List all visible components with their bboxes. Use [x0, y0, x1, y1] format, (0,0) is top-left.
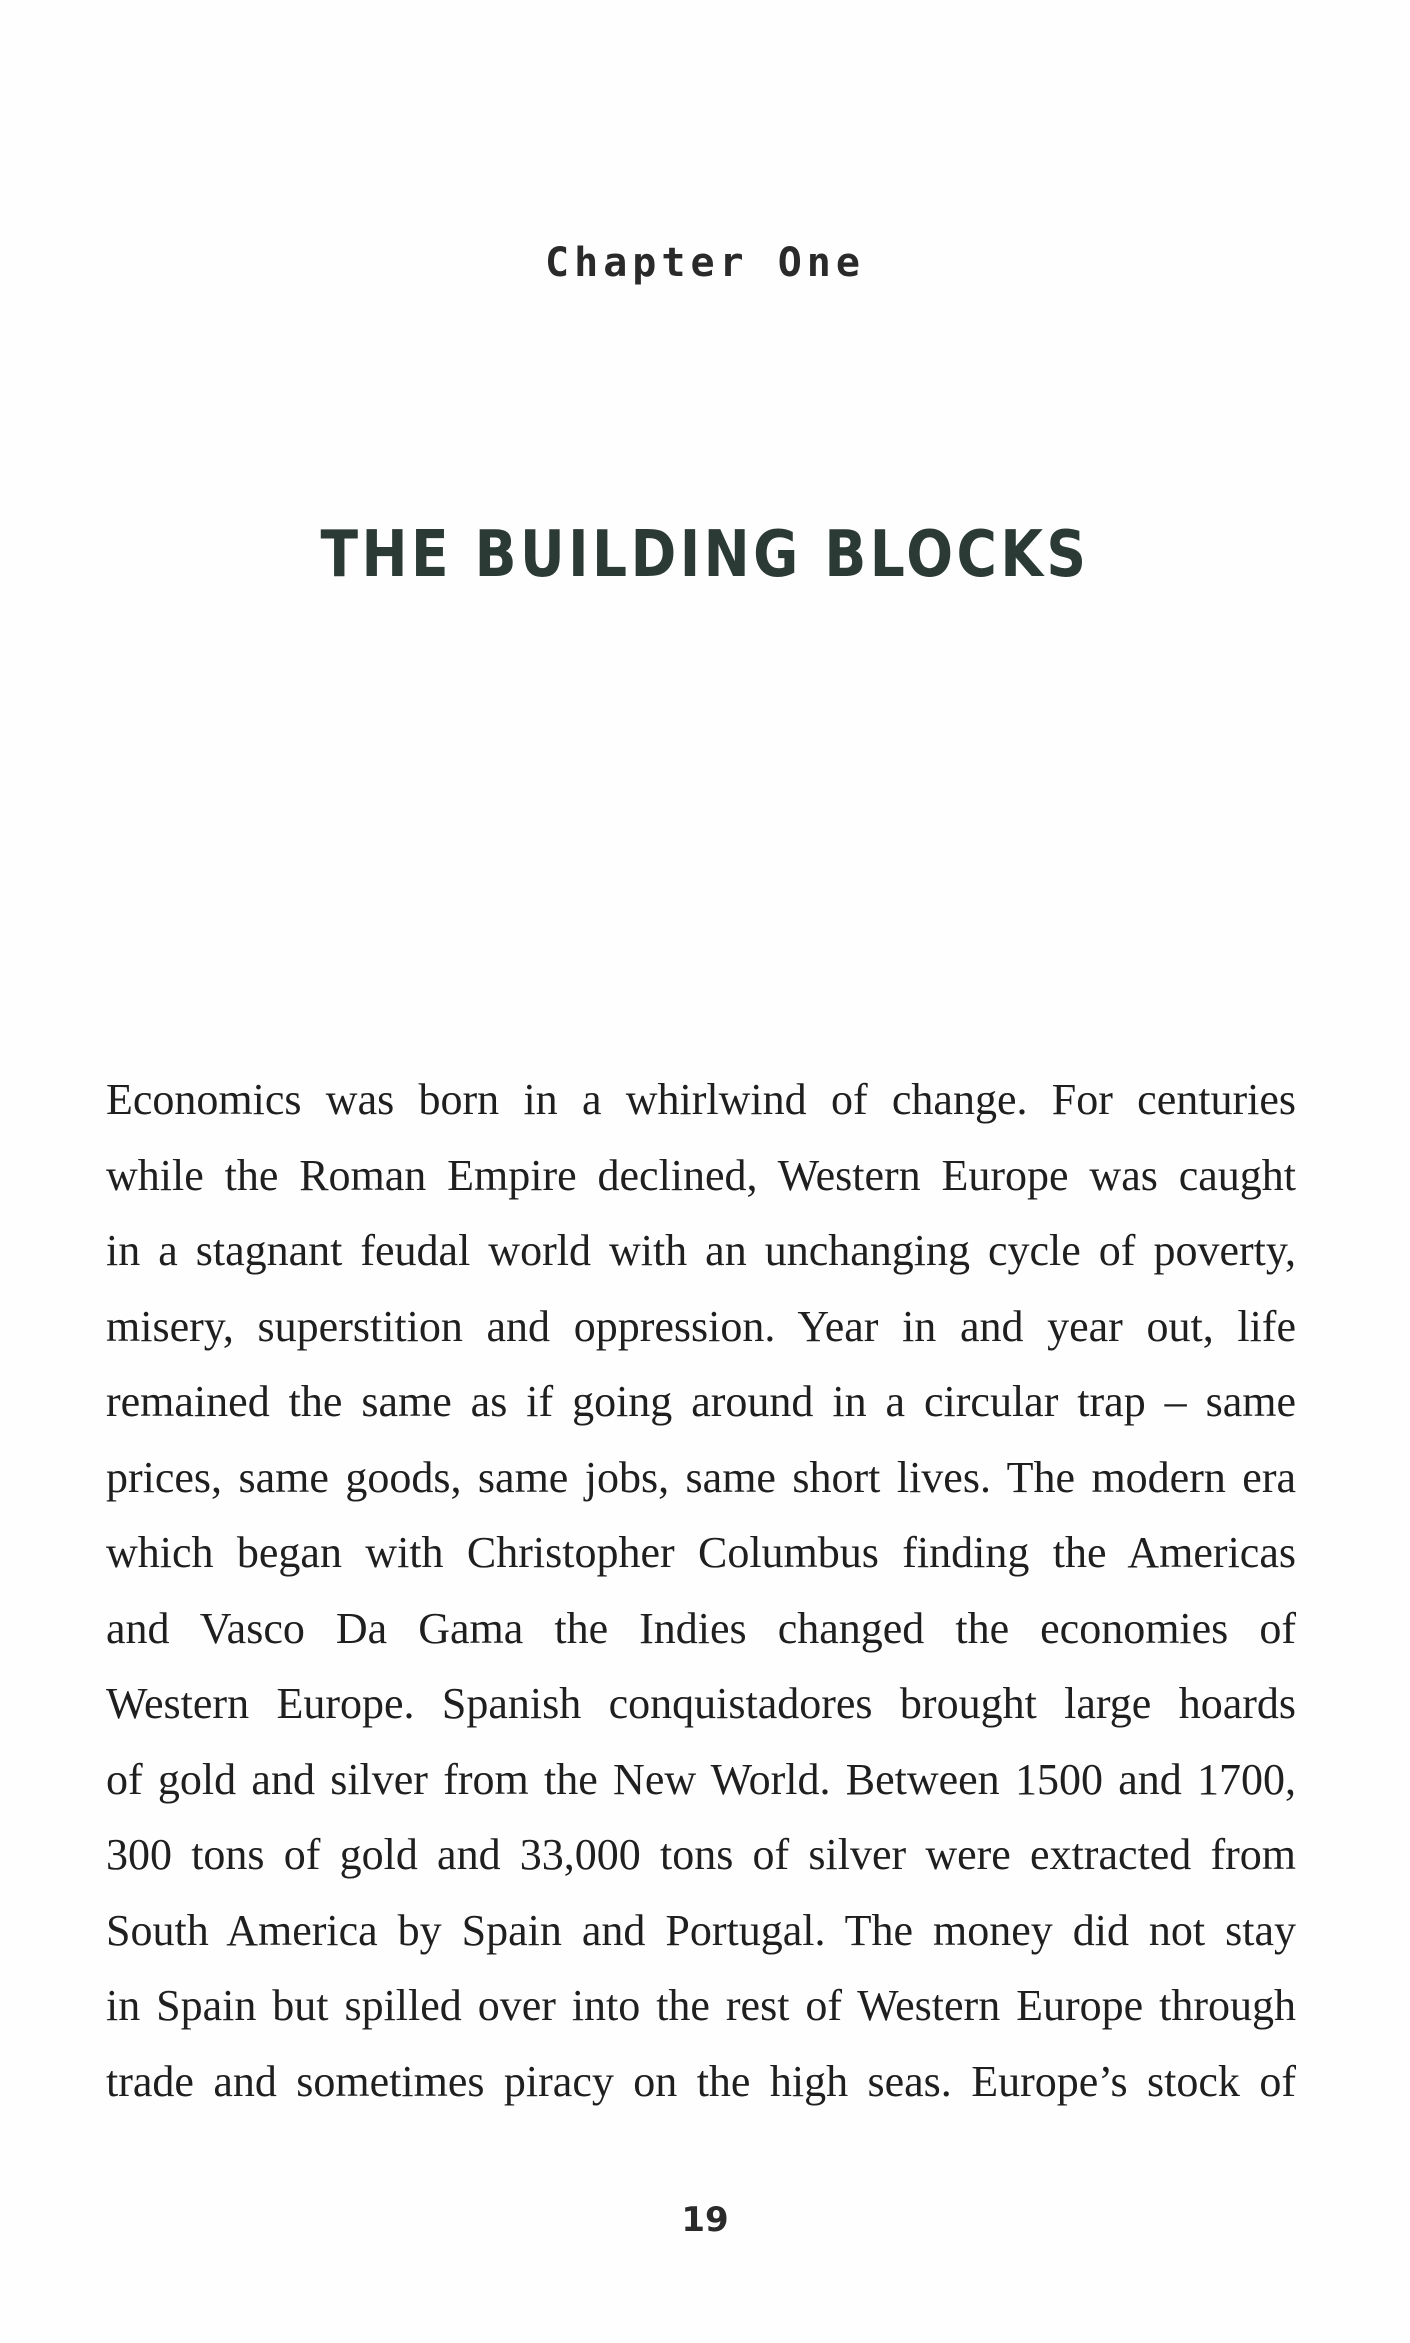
paragraph-line: and Vasco Da Gama the Indies changed the economies of	[106, 1603, 1296, 1653]
paragraph-line: of gold and silver from the New World. Between 1500 and 1700,	[106, 1754, 1296, 1804]
paragraph-line: while the Roman Empire declined, Western Europe was caught	[106, 1150, 1296, 1200]
paragraph-line: South America by Spain and Portugal. The money did not stay	[106, 1905, 1296, 1955]
body-paragraph	[106, 1062, 1296, 2119]
paragraph-line: Western Europe. Spanish conquistadores brought large hoards	[106, 1679, 1296, 1728]
paragraph-line: Economics was born in a whirlwind of change. For centuries	[106, 1075, 1296, 1124]
paragraph-line: 300 tons of gold and 33,000 tons of silver were extracted from	[106, 1830, 1296, 1879]
paragraph-line: in a stagnant feudal world with an unchanging cycle of poverty,	[106, 1226, 1296, 1275]
paragraph-line: which began with Christopher Columbus finding the Americas	[106, 1528, 1296, 1577]
paragraph-line: remained the same as if going around in a circular trap – same	[106, 1377, 1296, 1426]
page-number: 19	[681, 2200, 729, 2240]
paragraph-line: trade and sometimes piracy on the high seas. Europe’s stock of	[106, 2056, 1296, 2106]
paragraph-line: misery, superstition and oppression. Year in and year out, life	[106, 1301, 1296, 1351]
chapter-label: Chapter One	[545, 240, 865, 286]
paragraph-line: prices, same goods, same jobs, same short lives. The modern era	[106, 1452, 1296, 1502]
chapter-title: THE BUILDING BLOCKS	[320, 518, 1090, 592]
paragraph-line: in Spain but spilled over into the rest of Western Europe through	[106, 1981, 1296, 2030]
